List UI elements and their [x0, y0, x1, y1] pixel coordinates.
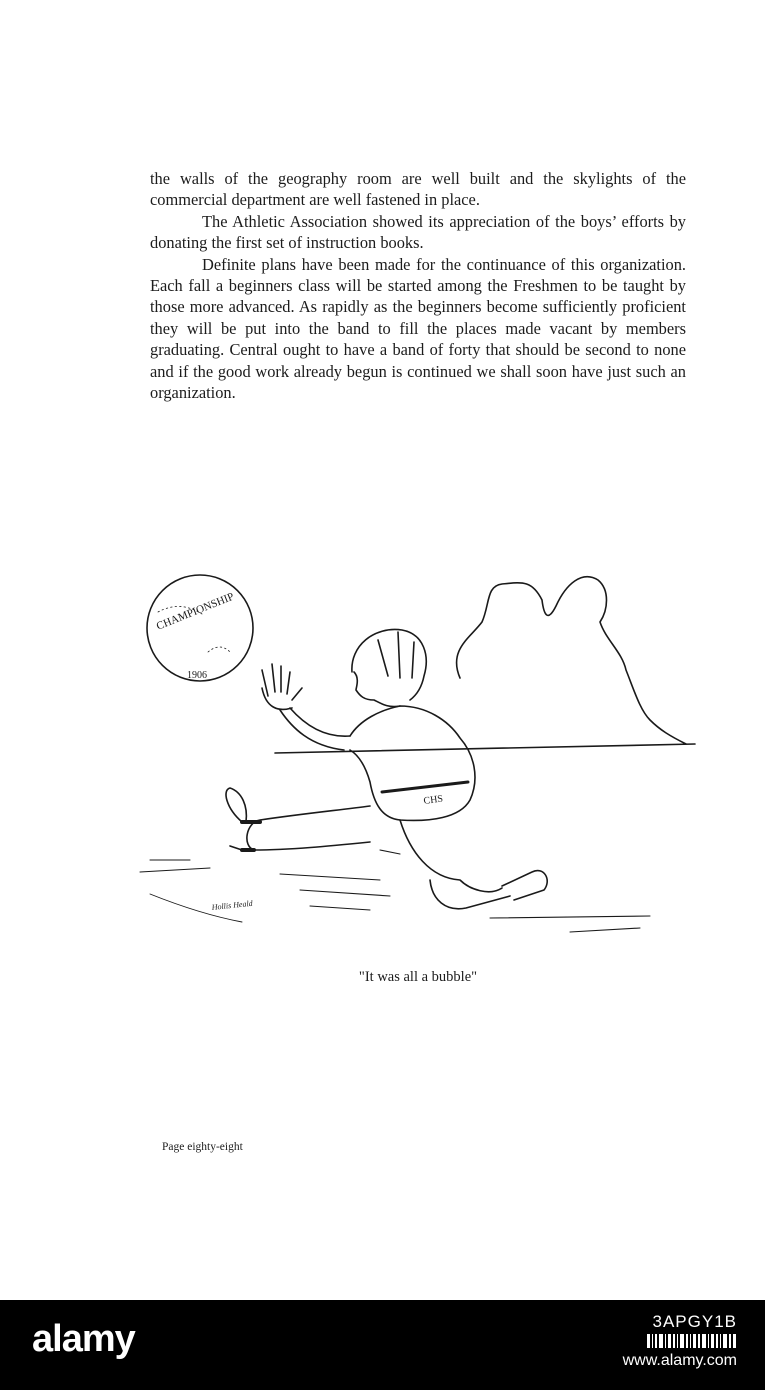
torso: [350, 706, 475, 820]
stock-watermark-banner: [0, 1300, 765, 1390]
jersey-text: CHS: [422, 793, 444, 807]
image-id: 3APGY1B: [652, 1312, 737, 1331]
bent-leg: [400, 820, 502, 892]
barcode-icon: [647, 1334, 737, 1348]
cloud: [457, 577, 686, 744]
shoe-left: [226, 788, 246, 850]
arm: [280, 710, 344, 750]
paragraph-2: The Athletic Association showed its appreciation of the boys’ efforts by donating the first set of instruction books.: [150, 211, 686, 253]
ball-text-bottom: 1906: [187, 670, 207, 681]
helmet: [352, 629, 426, 700]
paragraph-1: the walls of the geography room are well built and the skylights of the commercial department are well fastened in place.: [150, 169, 686, 210]
artist-signature: Hollis Heald: [211, 898, 254, 912]
hand: [262, 664, 302, 700]
football-illustration: [130, 560, 710, 980]
illustration-caption: "It was all a bubble": [358, 969, 478, 985]
paragraph-3: Definite plans have been made for the continuance of this organization. Each fall a beginners class will be started among the Freshmen to be taught by those more advanced. As rapidly as the beginners become sufficiently proficient they will be put into the band to fill the places made vacant by members graduating. Central ought to have a band of forty that should be second to none and if the good work already begun is continued we shall soon have just such an organization.: [150, 254, 686, 403]
extended-leg: [247, 806, 370, 850]
page-number: Page eighty-eight: [162, 1141, 243, 1153]
alamy-url: www.alamy.com: [622, 1352, 737, 1369]
ball-text-top: CHAMPIONSHIP: [154, 590, 236, 633]
body-text: [150, 168, 686, 403]
alamy-logo: alamy: [32, 1318, 135, 1360]
